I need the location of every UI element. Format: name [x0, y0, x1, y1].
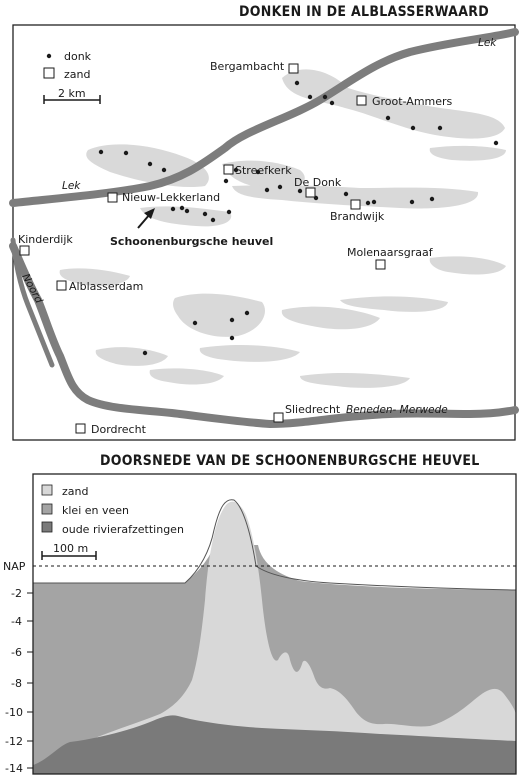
river-label-lek-left: Lek [62, 180, 81, 192]
town-label-de-donk: De Donk [294, 176, 342, 189]
town-label-bergambacht: Bergambacht [210, 60, 285, 73]
map-title: DONKEN IN DE ALBLASSERWAARD [239, 4, 490, 20]
depth-tick-14: -14 [5, 762, 23, 775]
depth-tick-10: -10 [5, 706, 23, 719]
map-scale-label: 2 km [58, 87, 86, 100]
town-label-molenaarsgraaf: Molenaarsgraaf [347, 246, 433, 259]
depth-tick-8: -8 [11, 677, 22, 690]
section-scale-label: 100 m [53, 542, 89, 555]
legend-donk-label: donk [64, 50, 92, 63]
town-label-alblasserdam: Alblasserdam [69, 280, 144, 293]
river-label-beneden-merwede: Beneden- Merwede [346, 404, 448, 416]
depth-tick-marks [27, 593, 33, 768]
legend-oude-swatch [42, 522, 52, 532]
town-label-kinderdijk: Kinderdijk [18, 233, 73, 246]
town-label-sliedrecht: Sliedrecht [285, 403, 341, 416]
legend-zand-label: zand [64, 68, 91, 81]
legend-klei-swatch [42, 504, 52, 514]
town-label-brandwijk: Brandwijk [330, 210, 385, 223]
nap-label: NAP [3, 560, 26, 573]
depth-tick-4: -4 [11, 615, 22, 628]
section-legend-klei: klei en veen [62, 504, 129, 517]
legend-zand-swatch [42, 485, 52, 495]
section-legend-oude: oude rivierafzettingen [62, 523, 184, 536]
highlight-label: Schoonenburgsche heuvel [110, 235, 274, 248]
section-title: DOORSNEDE VAN DE SCHOONENBURGSCHE HEUVEL [100, 453, 480, 469]
depth-tick-6: -6 [11, 646, 22, 659]
depth-tick-12: -12 [5, 735, 23, 748]
depth-tick-2: -2 [11, 587, 22, 600]
section-legend-zand: zand [62, 485, 89, 498]
river-label-noord: Noord [19, 271, 45, 306]
town-label-streefkerk: Streefkerk [235, 164, 292, 177]
river-label-lek-top: Lek [478, 37, 497, 49]
town-label-groot-ammers: Groot-Ammers [372, 95, 453, 108]
town-label-nieuw-lekkerland: Nieuw-Lekkerland [122, 191, 221, 204]
town-label-dordrecht: Dordrecht [91, 423, 146, 436]
